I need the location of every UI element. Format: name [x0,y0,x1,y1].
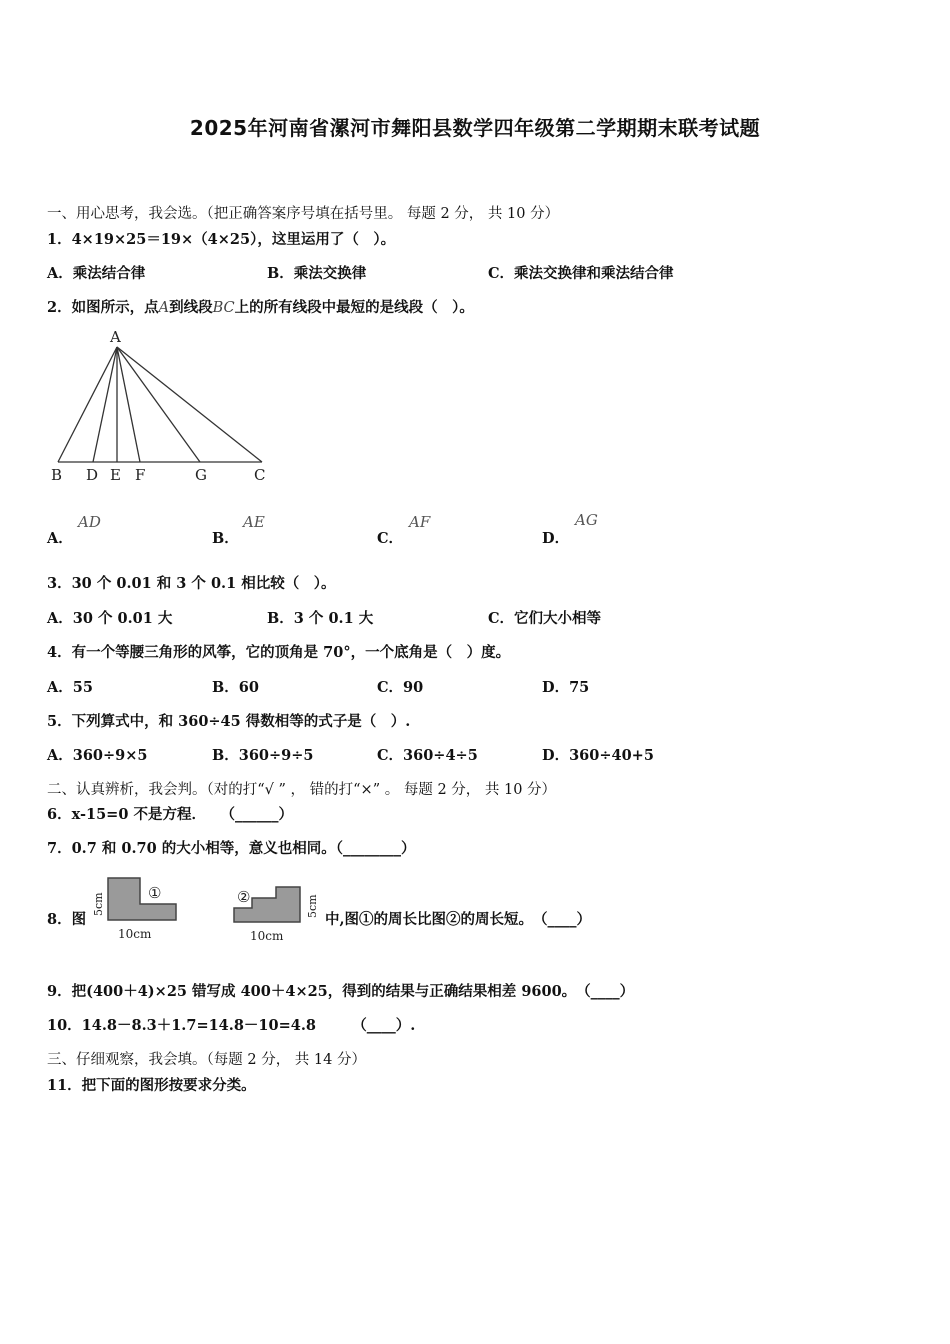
q5-option-c: C．360÷4÷5 [377,747,478,764]
q5-option-b: B．360÷9÷5 [212,747,314,764]
figure-1-shape [108,878,176,920]
figure-1-mark: ① [148,884,162,902]
label-a: A [110,328,121,346]
q2-suffix: 上的所有线段中最短的是线段（ ）。 [234,299,474,316]
q2-prefix: 2．如图所示，点 [47,299,159,316]
figure-1-width: 10cm [118,927,152,941]
section-3-heading: 三、仔细观察，我会填。（每题 2 分， 共 14 分） [47,1052,366,1068]
question-2 [47,296,474,317]
q2-option-b-value: AE [243,513,265,531]
question-6: 6．x-15=0 不是方程． （______） [47,806,293,823]
label-g: G [195,466,207,484]
question-11: 11．把下面的图形按要求分类。 [47,1077,256,1094]
q2-option-c-letter: C． [377,530,404,547]
segment-ag [117,347,200,462]
figure-2-width: 10cm [250,929,284,943]
section-1-heading: 一、用心思考，我会选。（把正确答案序号填在括号里。 每题 2 分， 共 10 分） [47,206,560,222]
q2-point: A [158,300,170,316]
label-b: B [51,466,63,484]
question-3: 3．30 个 0.01 和 3 个 0.1 相比较（ ）。 [47,575,336,592]
q3-option-b: B．3 个 0.1 大 [267,610,374,627]
q1-option-b: B．乘法交换律 [267,265,367,282]
segment-ab [58,347,117,462]
q8-figure-1 [88,872,186,944]
q2-middle: 到线段 [169,299,213,316]
q5-option-a: A．360÷9×5 [47,747,148,764]
q2-option-d-value: AG [575,511,598,529]
q3-option-a: A．30 个 0.01 大 [47,610,173,627]
q2-option-a-letter: A． [47,530,73,547]
label-e: E [110,466,121,484]
q2-option-a-value: AD [78,513,101,531]
question-8-text: 中,图①的周长比图②的周长短。 （____） [325,911,592,928]
figure-2-height: 5cm [306,894,319,918]
section-2-heading: 二、认真辨析，我会判。（对的打“√ ” ， 错的打“×” 。 每题 2 分， 共 10 分） [47,782,557,798]
q2-triangle-figure [40,325,280,485]
q2-option-c-value: AF [409,513,431,531]
q2-option-b-letter: B． [212,530,239,547]
question-5: 5．下列算式中，和 360÷45 得数相等的式子是（ ）. [47,713,411,730]
q1-option-a: A．乘法结合律 [47,265,146,282]
q2-segment: BC [212,300,235,316]
q4-option-c: C．90 [377,679,424,696]
label-c: C [254,466,266,484]
q4-option-a: A．55 [47,679,93,696]
q4-option-d: D．75 [542,679,590,696]
question-1: 1．4×19×25＝19×（4×25），这里运用了（ ）。 [47,231,396,248]
q2-option-d-letter: D． [542,530,570,547]
segment-ac [117,347,262,462]
figure-2-mark: ② [237,888,251,906]
question-9: 9．把(400＋4)×25 错写成 400＋4×25，得到的结果与正确结果相差 9600。 （____） [47,983,635,1000]
question-10: 10．14.8－8.3＋1.7=14.8－10=4.8 （____）. [47,1017,416,1034]
label-d: D [86,466,99,484]
q3-option-c: C．它们大小相等 [488,610,602,627]
question-4: 4．有一个等腰三角形的风筝，它的顶角是 70°，一个底角是（ ）度。 [47,644,511,661]
label-f: F [135,466,146,484]
segment-af [117,347,140,462]
segment-ad [93,347,117,462]
q4-option-b: B．60 [212,679,259,696]
q5-option-d: D．360÷40+5 [542,747,654,764]
q1-option-c: C．乘法交换律和乘法结合律 [488,265,674,282]
question-8-prefix: 8．图 [47,911,87,928]
question-7: 7．0.7 和 0.70 的大小相等，意义也相同。（________） [47,840,416,857]
q8-figure-2 [228,872,323,944]
figure-1-height: 5cm [92,892,105,916]
page-title: 2025年河南省漯河市舞阳县数学四年级第二学期期末联考试题 [189,116,761,140]
